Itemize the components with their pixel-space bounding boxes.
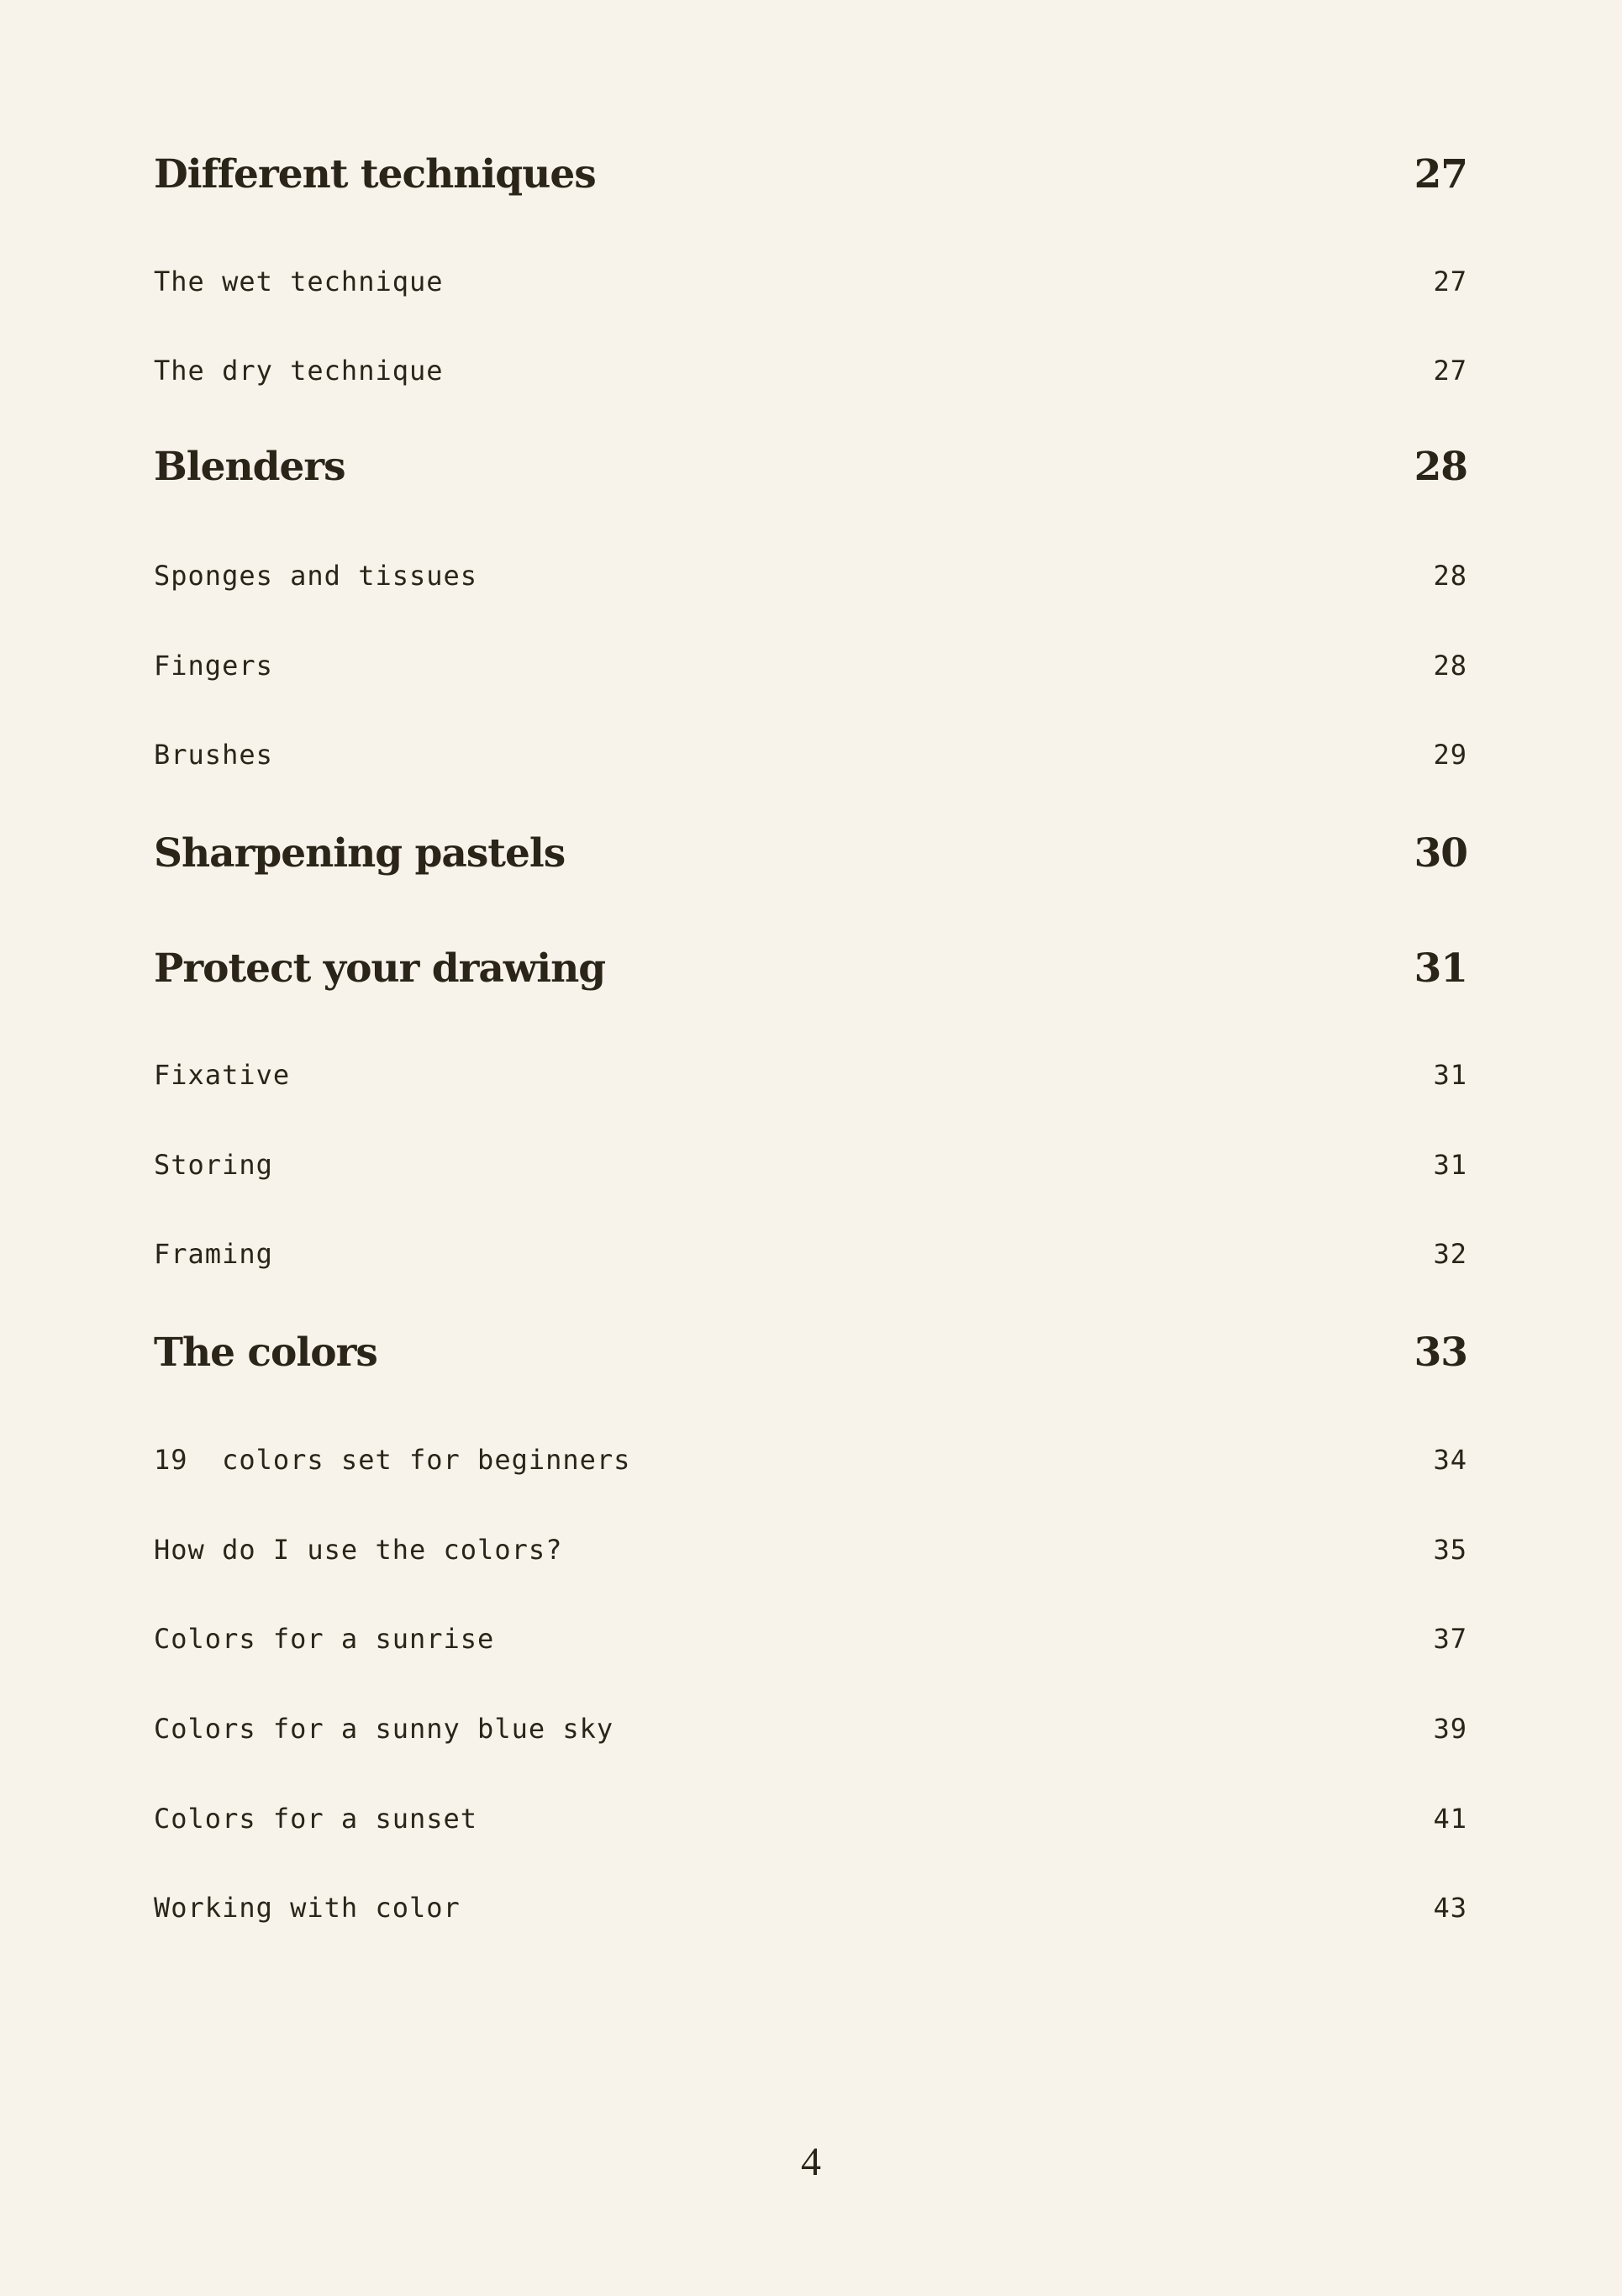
- toc-page-number: 39: [1433, 1713, 1467, 1745]
- toc-page-number: 43: [1433, 1892, 1467, 1924]
- toc-page-number: 35: [1433, 1534, 1467, 1566]
- toc-entry-title: Colors for a sunset: [154, 1803, 478, 1835]
- toc-page-number: 29: [1433, 739, 1467, 771]
- toc-heading-blenders[interactable]: [154, 444, 1467, 490]
- toc-page-number: 27: [1414, 151, 1467, 197]
- toc-entry-title: Brushes: [154, 739, 273, 771]
- toc-page-number: 27: [1433, 266, 1467, 298]
- toc-entry-dry-technique[interactable]: [154, 355, 1467, 387]
- toc-heading-title: Protect your drawing: [154, 945, 606, 992]
- toc-page-number: 28: [1433, 560, 1467, 592]
- toc-entry-sponges-and-tissues[interactable]: [154, 560, 1467, 592]
- toc-entry-title: Colors for a sunrise: [154, 1623, 495, 1655]
- toc-entry-storing[interactable]: [154, 1149, 1467, 1181]
- toc-heading-title: The colors: [154, 1330, 377, 1376]
- toc-heading-different-techniques[interactable]: [154, 151, 1467, 197]
- toc-entry-working-with-color[interactable]: [154, 1892, 1467, 1924]
- toc-entry-title: The wet technique: [154, 266, 444, 298]
- toc-entry-title: How do I use the colors?: [154, 1534, 563, 1566]
- toc-entry-title: Framing: [154, 1238, 273, 1270]
- toc-entry-brushes[interactable]: [154, 739, 1467, 771]
- toc-page-number: 31: [1433, 1059, 1467, 1091]
- toc-page-number: 31: [1414, 945, 1467, 992]
- toc-entry-colors-for-a-sunset[interactable]: [154, 1803, 1467, 1835]
- toc-entry-title: Sponges and tissues: [154, 560, 478, 592]
- footer-page-number: 4: [801, 2140, 821, 2184]
- toc-entry-wet-technique[interactable]: [154, 266, 1467, 298]
- toc-entry-title: Fixative: [154, 1059, 291, 1091]
- toc-heading-title: Sharpening pastels: [154, 830, 566, 877]
- toc-entry-title: 19 colors set for beginners: [154, 1444, 631, 1476]
- toc-entry-title: Fingers: [154, 650, 273, 682]
- toc-entry-colors-for-a-sunrise[interactable]: [154, 1623, 1467, 1655]
- toc-page-number: 30: [1414, 830, 1467, 877]
- toc-entry-fixative[interactable]: [154, 1059, 1467, 1091]
- toc-heading-protect-your-drawing[interactable]: [154, 945, 1467, 992]
- toc-entry-colors-set-for-beginners[interactable]: [154, 1444, 1467, 1476]
- toc-page-number: 28: [1414, 444, 1467, 490]
- toc-page-number: 32: [1433, 1238, 1467, 1270]
- toc-entry-title: Colors for a sunny blue sky: [154, 1713, 614, 1745]
- toc-entry-colors-for-a-sunny-blue-sky[interactable]: [154, 1713, 1467, 1745]
- toc-page-number: 33: [1414, 1330, 1467, 1376]
- toc-heading-sharpening-pastels[interactable]: [154, 830, 1467, 877]
- toc-entry-title: The dry technique: [154, 355, 444, 387]
- toc-heading-title: Blenders: [154, 444, 345, 490]
- toc-page-number: 34: [1433, 1444, 1467, 1476]
- toc-page-number: 27: [1433, 355, 1467, 387]
- toc-page-number: 37: [1433, 1623, 1467, 1655]
- toc-entry-title: Storing: [154, 1149, 273, 1181]
- toc-page-number: 28: [1433, 650, 1467, 682]
- toc-entry-framing[interactable]: [154, 1238, 1467, 1270]
- toc-heading-the-colors[interactable]: [154, 1330, 1467, 1376]
- toc-page-number: 31: [1433, 1149, 1467, 1181]
- toc-page-number: 41: [1433, 1803, 1467, 1835]
- toc-entry-how-do-i-use-the-colors[interactable]: [154, 1534, 1467, 1566]
- toc-entry-fingers[interactable]: [154, 650, 1467, 682]
- toc-heading-title: Different techniques: [154, 151, 596, 197]
- toc-entry-title: Working with color: [154, 1892, 461, 1924]
